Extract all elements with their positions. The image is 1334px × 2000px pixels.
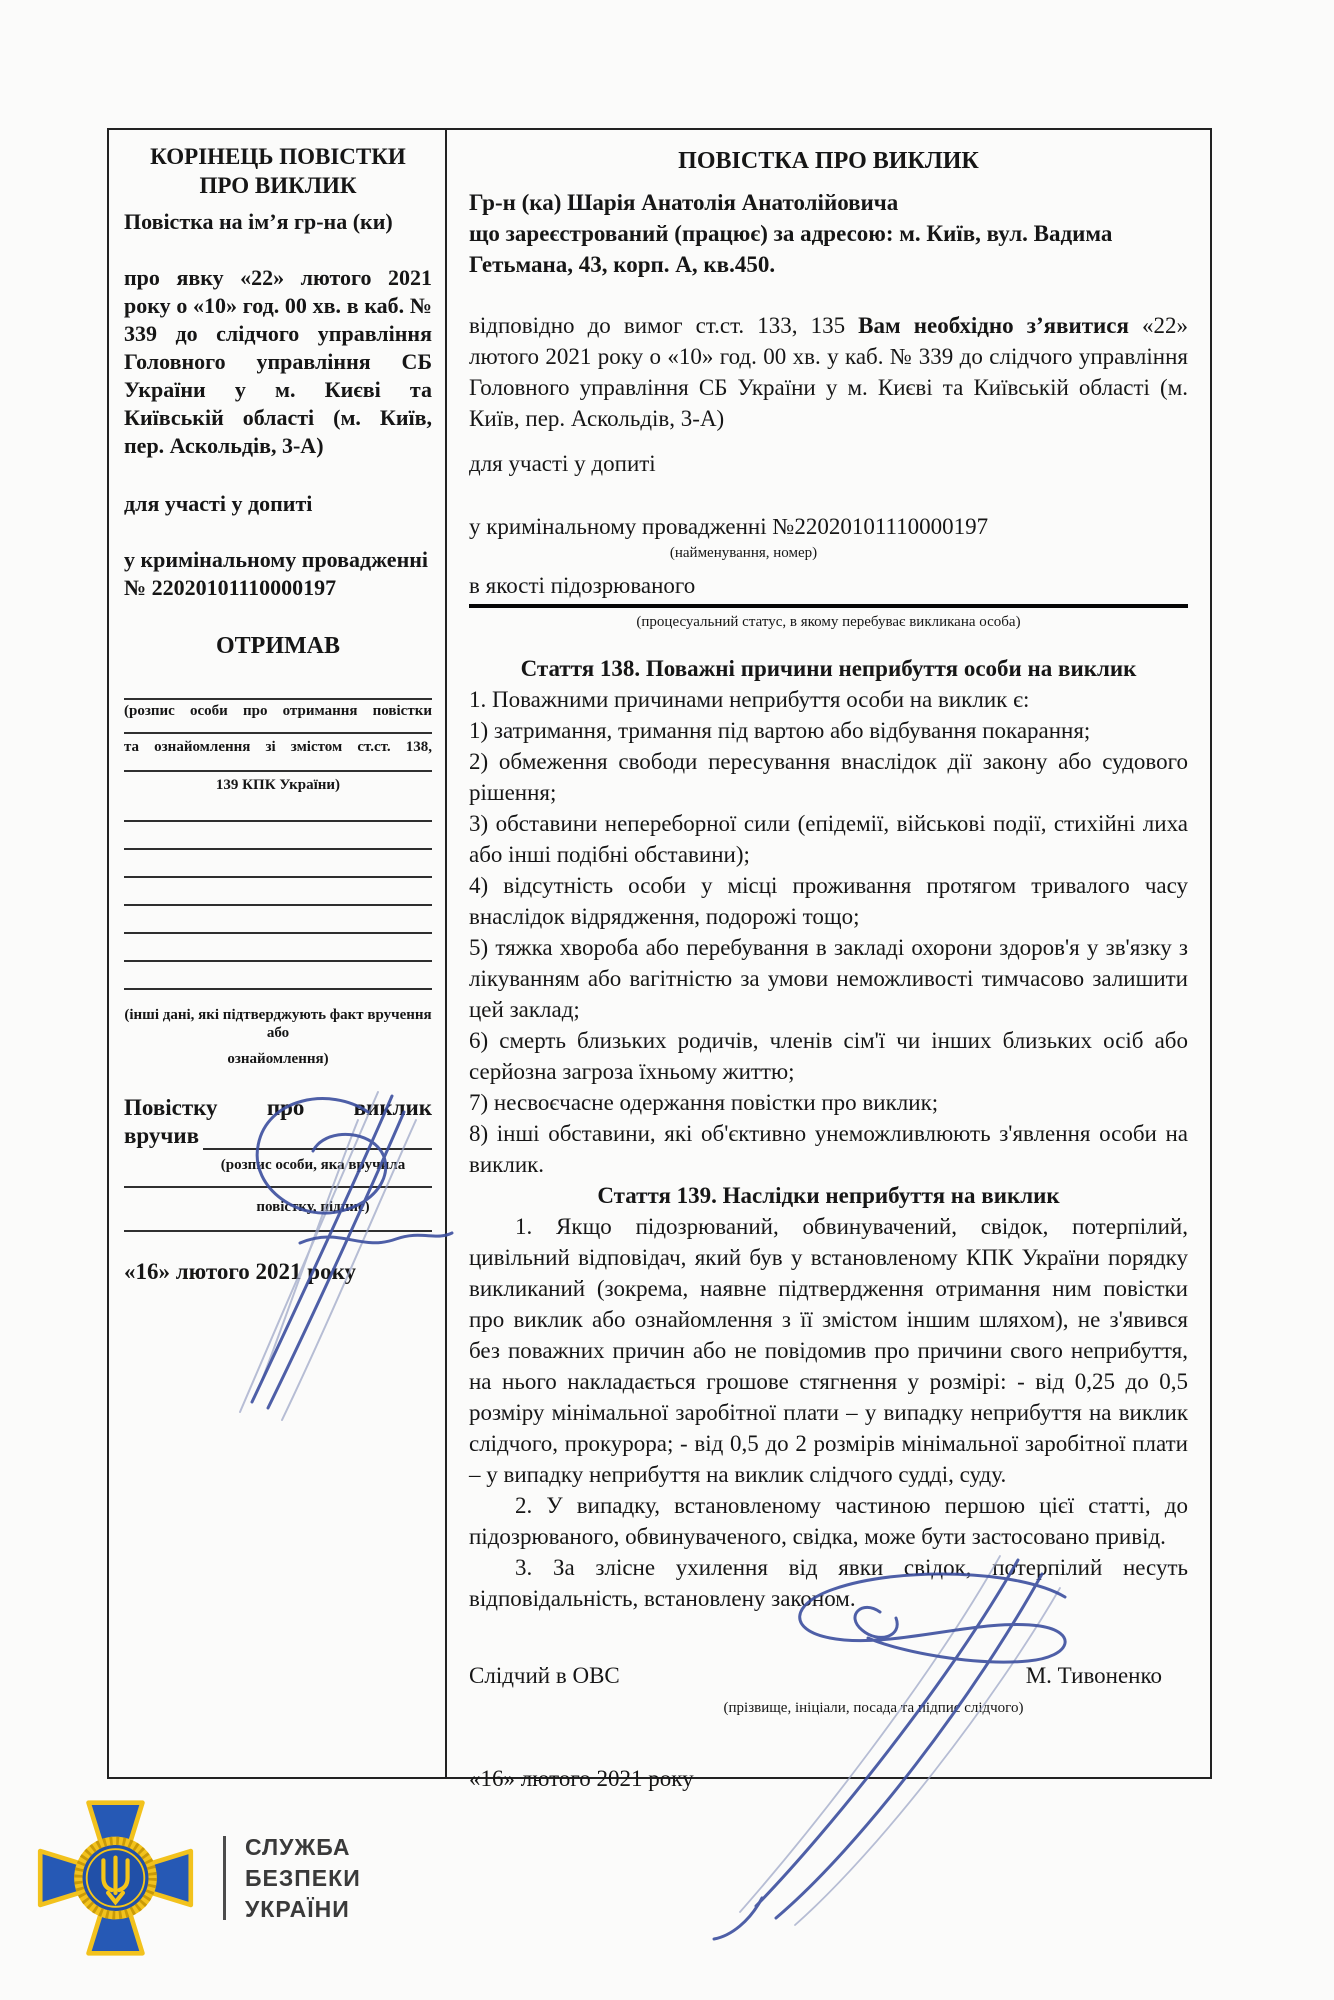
- stub-case-line: у кримінальному провадженні № 22020101110000197: [124, 547, 429, 600]
- blank-line: [124, 820, 432, 822]
- stub-caption-5a: (розпис особи, яка вручила: [220, 1157, 406, 1173]
- stub-caption-5b: повістку, підпис): [256, 1199, 370, 1215]
- article-138-item-6: 6) смерть близьких родичів, членів сім'ї чи інших близьких осіб або серйозна загроза їхньому життю;: [469, 1028, 1188, 1084]
- summons-stub-column: [109, 130, 447, 1777]
- blank-line: [124, 932, 432, 934]
- logo-line-1: СЛУЖБА: [245, 1833, 351, 1860]
- stub-handed-line-2: [124, 1122, 432, 1150]
- stub-caption-2: та ознайомлення зі змістом ст.ст. 138,: [124, 739, 432, 755]
- signature-rule: [124, 770, 432, 772]
- blank-line: [124, 988, 432, 990]
- summon-bold: Вам необхідно з’явитися: [858, 313, 1129, 338]
- stub-purpose-line: для участі у допиті: [124, 491, 313, 516]
- addressee-name: Гр-н (ка) Шарія Анатолія Анатолійовича: [469, 190, 899, 215]
- summons-form: [107, 128, 1212, 1791]
- investigator-row: [469, 1660, 1188, 1691]
- case-caption: (найменування, номер): [669, 545, 818, 561]
- logo-line-3: УКРАЇНИ: [245, 1895, 350, 1922]
- summon-paragraph: [469, 310, 1188, 434]
- article-138-item-4: 4) відсутність особи у місці проживання протягом тривалого часу внаслідок відрядження, подорожі тощо;: [469, 873, 1188, 929]
- summon-pre: відповідно до вимог ст.ст. 133, 135: [469, 313, 846, 338]
- stub-caption-3: 139 КПК України): [215, 777, 341, 793]
- blank-line: [124, 904, 432, 906]
- article-138-title: Стаття 138. Поважні причини неприбуття особи на виклик: [520, 656, 1137, 681]
- article-138-item-7: 7) несвоєчасне одержання повістки про виклик;: [469, 1090, 939, 1115]
- blank-line: [124, 960, 432, 962]
- logo-divider: [223, 1836, 226, 1920]
- case-number-line: у кримінальному провадженні №22020101110000197: [469, 514, 989, 539]
- summon-post: «22» лютого 2021 року о «10» год. 00 хв. у каб. № 339 до слідчого управління Головного управління СБ України у м. Києві та Київській області (м. Київ, пер. Аскольдів, 3-А): [469, 313, 1188, 431]
- article-138-item-1: 1) затримання, тримання під вартою або відбування покарання;: [469, 718, 1091, 743]
- stub-received-label: ОТРИМАВ: [216, 633, 340, 659]
- article-138-intro: 1. Поважними причинами неприбуття особи на виклик є:: [469, 687, 1030, 712]
- sbu-logo-text: [245, 1832, 361, 1925]
- stub-caption-4b: ознайомлення): [227, 1051, 329, 1067]
- main-title: ПОВІСТКА ПРО ВИКЛИК: [678, 148, 979, 174]
- sbu-cross-emblem-icon: [34, 1799, 197, 1957]
- article-138-item-3: 3) обставини непереборної сили (епідемії, військові події, стихійні лиха або інші подібні обставини);: [469, 811, 1188, 867]
- purpose-line: для участі у допиті: [469, 451, 656, 476]
- article-138-item-2: 2) обмеження свободи пересування внаслідок дії закону або судового рішення;: [469, 749, 1188, 805]
- stub-title: КОРІНЕЦЬ ПОВІСТКИ ПРО ВИКЛИК: [150, 144, 406, 198]
- blank-line: [124, 848, 432, 850]
- signature-blank: [203, 1124, 432, 1150]
- investigator-label: Слідчий в ОВС: [469, 1663, 620, 1688]
- stub-date: «16» лютого 2021 року: [124, 1259, 357, 1284]
- stub-name-line: Повістка на ім’я гр-на (ки): [124, 209, 393, 234]
- summons-main-column: [447, 130, 1210, 1791]
- status-line: в якості підозрюваного: [469, 570, 1188, 608]
- stub-handed-line-1: Повістку про виклик: [124, 1095, 432, 1120]
- sbu-logo: [34, 1799, 361, 1957]
- investigator-name: М. Тивоненко: [1025, 1663, 1162, 1688]
- article-139-para-2: 2. У випадку, встановленому частиною першою цієї статті, до підозрюваного, обвинуваченого, свідка, може бути застосовано привід.: [469, 1493, 1188, 1549]
- article-139-para-3: 3. За злісне ухилення від явки свідок, потерпілий несуть відповідальність, встановлену законом.: [469, 1555, 1188, 1611]
- signature-rule: [124, 698, 432, 700]
- signature-rule: [124, 1186, 432, 1188]
- article-138-item-5: 5) тяжка хвороба або перебування в закладі охорони здоров'я у зв'язку з лікуванням або вагітністю за умови неможливості тимчасово залишити цей заклад;: [469, 935, 1188, 1022]
- signature-rule: [124, 1230, 432, 1232]
- stub-caption-4a: (інші дані, які підтверджують факт вручення або: [124, 1007, 432, 1041]
- status-caption: (процесуальний статус, в якому перебуває викликана особа): [636, 614, 1021, 630]
- article-138-item-8: 8) інші обставини, які об'єктивно унеможливлюють з'явлення особи на виклик.: [469, 1121, 1188, 1177]
- stub-caption-1: (розпис особи про отримання повістки: [124, 703, 432, 719]
- investigator-caption: (прізвище, ініціали, посада та підпис слідчого): [723, 1700, 1024, 1716]
- logo-line-2: БЕЗПЕКИ: [245, 1864, 361, 1891]
- signature-rule: [124, 732, 432, 734]
- article-139-para-1: 1. Якщо підозрюваний, обвинувачений, свідок, потерпілий, цивільний відповідач, який був у встановленому КПК України порядку викликаний (зокрема, наявне підтвердження отримання ним повістки про виклик або ознайомлення з її змістом іншим шляхом), не з'явився без поважних причин або не повідомив про причини свого неприбуття, на нього накладається грошове стягнення у розмірі: - від 0,25 до 0,5 розміру мінімальної заробітної плати – у випадку неприбуття на виклик слідчого, прокурора; - від 0,5 до 2 розмірів мінімальної заробітної плати – у випадку неприбуття на виклик слідчого судді, суду.: [469, 1214, 1188, 1487]
- addressee-address: що зареєстрований (працює) за адресою: м. Київ, вул. Вадима Гетьмана, 43, корп. А, кв.450.: [469, 221, 1113, 277]
- stub-appearance-paragraph: про явку «22» лютого 2021 року о «10» год. 00 хв. в каб. № 339 до слідчого управління Головного управління СБ України у м. Києві та Київській області (м. Київ, пер. Аскольдів, 3-А): [124, 265, 432, 458]
- main-date: «16» лютого 2021 року: [469, 1766, 694, 1791]
- blank-line: [124, 876, 432, 878]
- stub-handed-label: вручив: [124, 1123, 200, 1148]
- article-139-title: Стаття 139. Наслідки неприбуття на виклик: [597, 1183, 1060, 1208]
